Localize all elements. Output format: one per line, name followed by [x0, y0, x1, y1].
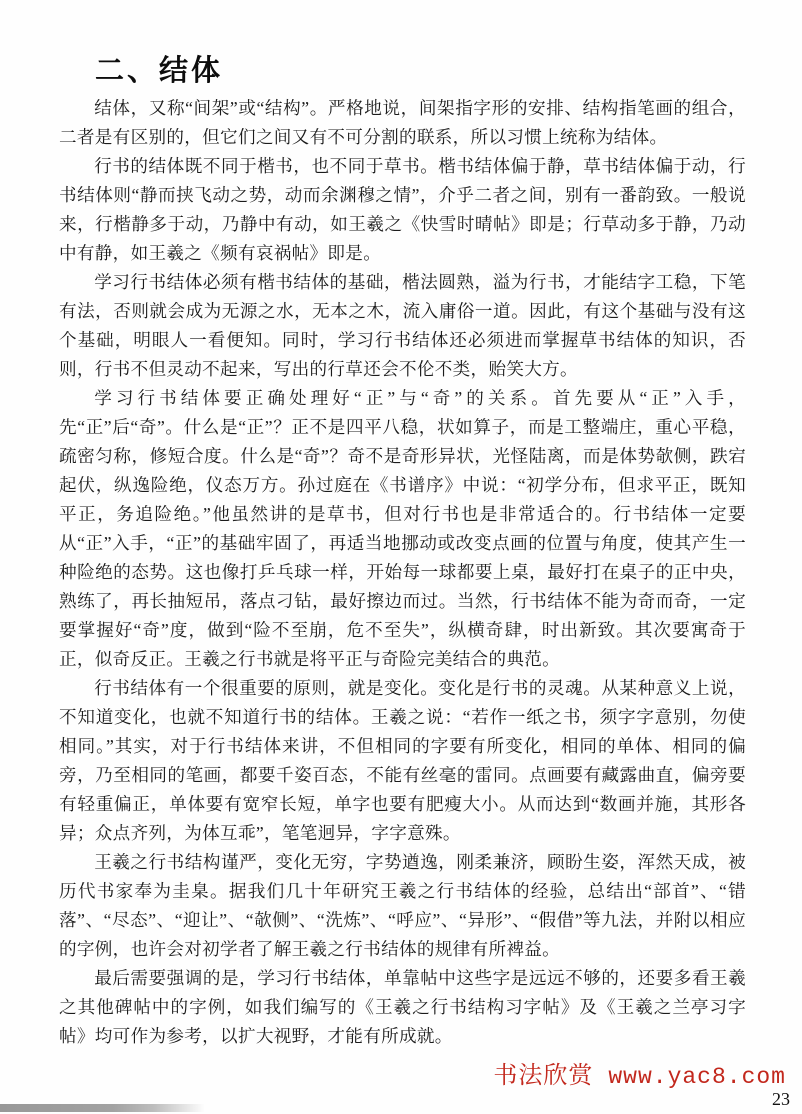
body-paragraph: 学习行书结体要正确处理好“正”与“奇”的关系。首先要从“正”入手，先“正”后“奇”。什么是“正”？正不是四平八稳，状如算子，而是工整端庄，重心平稳，疏密匀称，修短合度。什么是“奇”？奇不是奇形异状，光怪陆离，而是体势欹侧，跌宕起伏，纵逸险绝，仪态万方。孙过庭在《书谱序》中说：“初学分布，但求平正，既知平正，务追险绝。”他虽然讲的是草书，但对行书也是非常适合的。行书结体一定要从“正”入手，“正”的基础牢固了，再适当地挪动或改变点画的位置与角度，使其产生一种险绝的态势。这也像打乒乓球一样，开始每一球都要上桌，最好打在桌子的正中央，熟练了，再长抽短吊，落点刁钻，最好擦边而过。当然，行书结体不能为奇而奇，一定要掌握好“奇”度，做到“险不至崩，危不至失”，纵横奇肆，时出新致。其次要寓奇于正，似奇反正。王羲之行书就是将平正与奇险完美结合的典范。 — [59, 388, 746, 669]
watermark — [493, 1055, 786, 1090]
body-paragraph: 王羲之行书结构谨严，变化无穷，字势遒逸，刚柔兼济，顾盼生姿，浑然天成，被历代书家奉为圭臬。据我们几十年研究王羲之行书结体的经验，总结出“部首”、“错落”、“尽态”、“迎让”、“欹侧”、“洗炼”、“呼应”、“异形”、“假借”等九法，并附以相应的字例，也许会对初学者了解王羲之行书结体的规律有所裨益。 — [59, 852, 746, 959]
watermark-brand: 书法欣赏 — [493, 1063, 594, 1089]
watermark-url: www.yac8.com — [608, 1064, 786, 1090]
document-body — [59, 94, 746, 1051]
body-paragraph: 行书的结体既不同于楷书，也不同于草书。楷书结体偏于静，草书结体偏于动，行书结体则“静而挟飞动之势，动而余渊穆之情”，介乎二者之间，别有一番韵致。一般说来，行楷静多于动，乃静中有动，如王羲之《快雪时晴帖》即是；行草动多于静，乃动中有静，如王羲之《频有哀祸帖》即是。 — [59, 156, 746, 263]
page-number: 23 — [772, 1089, 790, 1109]
body-paragraph: 结体，又称“间架”或“结构”。严格地说，间架指字形的安排、结构指笔画的组合，二者是有区别的，但它们之间又有不可分割的联系，所以习惯上统称为结体。 — [59, 98, 746, 147]
body-paragraph: 最后需要强调的是，学习行书结体，单靠帖中这些字是远远不够的，还要多看王羲之其他碑帖中的字例，如我们编写的《王羲之行书结构习字帖》及《王羲之兰亭习字帖》均可作为参考，以扩大视野，才能有所成就。 — [59, 968, 746, 1046]
body-paragraph: 学习行书结体必须有楷书结体的基础，楷法圆熟，溢为行书，才能结字工稳，下笔有法，否则就会成为无源之水，无本之木，流入庸俗一道。因此，有这个基础与没有这个基础，明眼人一看便知。同时，学习行书结体还必须进而掌握草书结体的知识，否则，行书不但灵动不起来，写出的行草还会不伦不类，贻笑大方。 — [59, 272, 746, 379]
scan-artifact-bar — [0, 1104, 205, 1112]
body-paragraph: 行书结体有一个很重要的原则，就是变化。变化是行书的灵魂。从某种意义上说，不知道变化，也就不知道行书的结体。王羲之说：“若作一纸之书，须字字意别，勿使相同。”其实，对于行书结体来讲，不但相同的字要有所变化，相同的单体、相同的偏旁，乃至相同的笔画，都要千姿百态，不能有丝毫的雷同。点画要有藏露曲直，偏旁要有轻重偏正，单体要有宽窄长短，单字也要有肥瘦大小。从而达到“数画并施，其形各异；众点齐列，为体互乖”，笔笔迥异，字字意殊。 — [59, 678, 746, 843]
section-title: 二、结体 — [95, 55, 224, 87]
